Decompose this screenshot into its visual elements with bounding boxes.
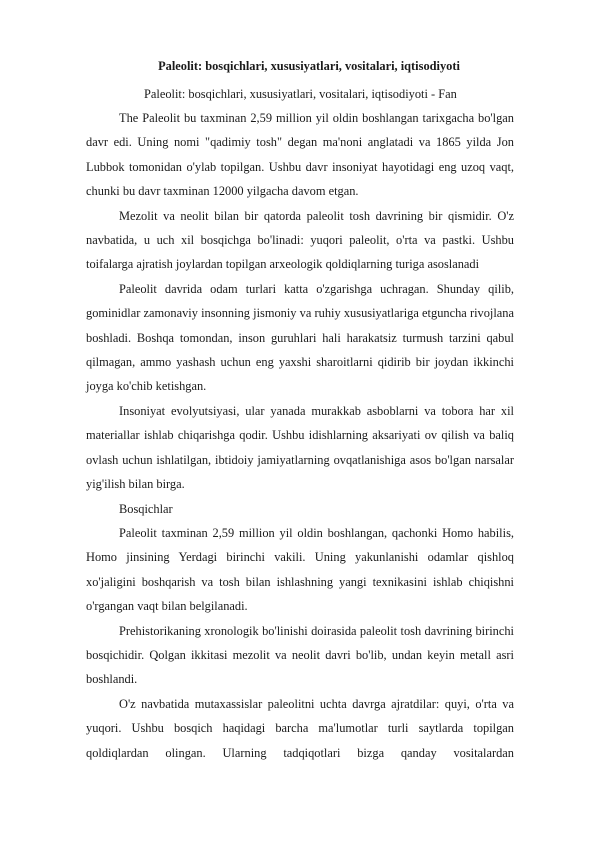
paragraph-4: Insoniyat evolyutsiyasi, ular yanada murakkab asboblarni va tobora har xil materiallar ishlab chiqarishga qodir. Ushbu idishlarning aksariyati ov qilish va baliq ovlash uchun ishlatilgan, ibtidoiy jamiyatlarning ovqatlanishiga asos bo'lgan narsalar yig'ilish bilan birga.: [86, 403, 514, 492]
section-heading: Bosqichlar: [119, 501, 173, 516]
document-page: [86, 58, 514, 765]
paragraph-3: Paleolit davrida odam turlari katta o'zgarishga uchragan. Shunday qilib, gominidlar zamonaviy insonning jismoniy va ruhiy xususiyatlariga etguncha rivojlana boshladi. Boshqa tomondan, inson guruhlari hali harakatsiz turmush tarzini qabul qilmagan, ammo yashash uchun eng yaxshi sharoitlarni qidirib bir joydan ikkinchi joyga ko'chib ketishgan.: [86, 281, 514, 394]
section-paragraph-3: O'z navbatida mutaxassislar paleolitni uchta davrga ajratdilar: quyi, o'rta va yuqori. Ushbu bosqich haqidagi barcha ma'lumotlar turli saytlarda topilgan qoldiqlardan olingan. Ularning tadqiqotlari bizga qanday vositalardan: [86, 696, 514, 760]
document-title: Paleolit: bosqichlari, xususiyatlari, vositalari, iqtisodiyoti: [158, 59, 460, 73]
section-paragraph-1: Paleolit taxminan 2,59 million yil oldin boshlangan, qachonki Homo habilis, Homo jinsining Yerdagi birinchi vakili. Uning yakunlanishi odamlar qishloq xo'jaligini boshqarish va tosh bilan ishlashning yangi texnikasini ishlab chiqishni o'rgangan vaqt bilan belgilanadi.: [86, 525, 514, 614]
document-subtitle: Paleolit: bosqichlari, xususiyatlari, vositalari, iqtisodiyoti - Fan: [144, 87, 457, 101]
paragraph-2: Mezolit va neolit bilan bir qatorda paleolit tosh davrining bir qismidir. O'z navbatida, u uch xil bosqichga bo'linadi: yuqori paleolit, o'rta va pastki. Ushbu toifalarga ajratish joylardan topilgan arxeologik qoldiqlarning turiga asoslanadi: [86, 208, 514, 272]
section-paragraph-2: Prehistorikaning xronologik bo'linishi doirasida paleolit tosh davrining birinchi bosqichidir. Qolgan ikkitasi mezolit va neolit davri bo'lib, undan keyin metall asri boshlandi.: [86, 623, 514, 687]
paragraph-1: The Paleolit bu taxminan 2,59 million yil oldin boshlangan tarixgacha bo'lgan davr edi. Uning nomi "qadimiy tosh" degan ma'noni anglatadi va 1865 yilda Jon Lubbok tomonidan o'ylab topilgan. Ushbu davr insoniyat hayotidagi eng uzoq vaqt, chunki bu davr taxminan 12000 yilgacha davom etgan.: [86, 111, 514, 199]
